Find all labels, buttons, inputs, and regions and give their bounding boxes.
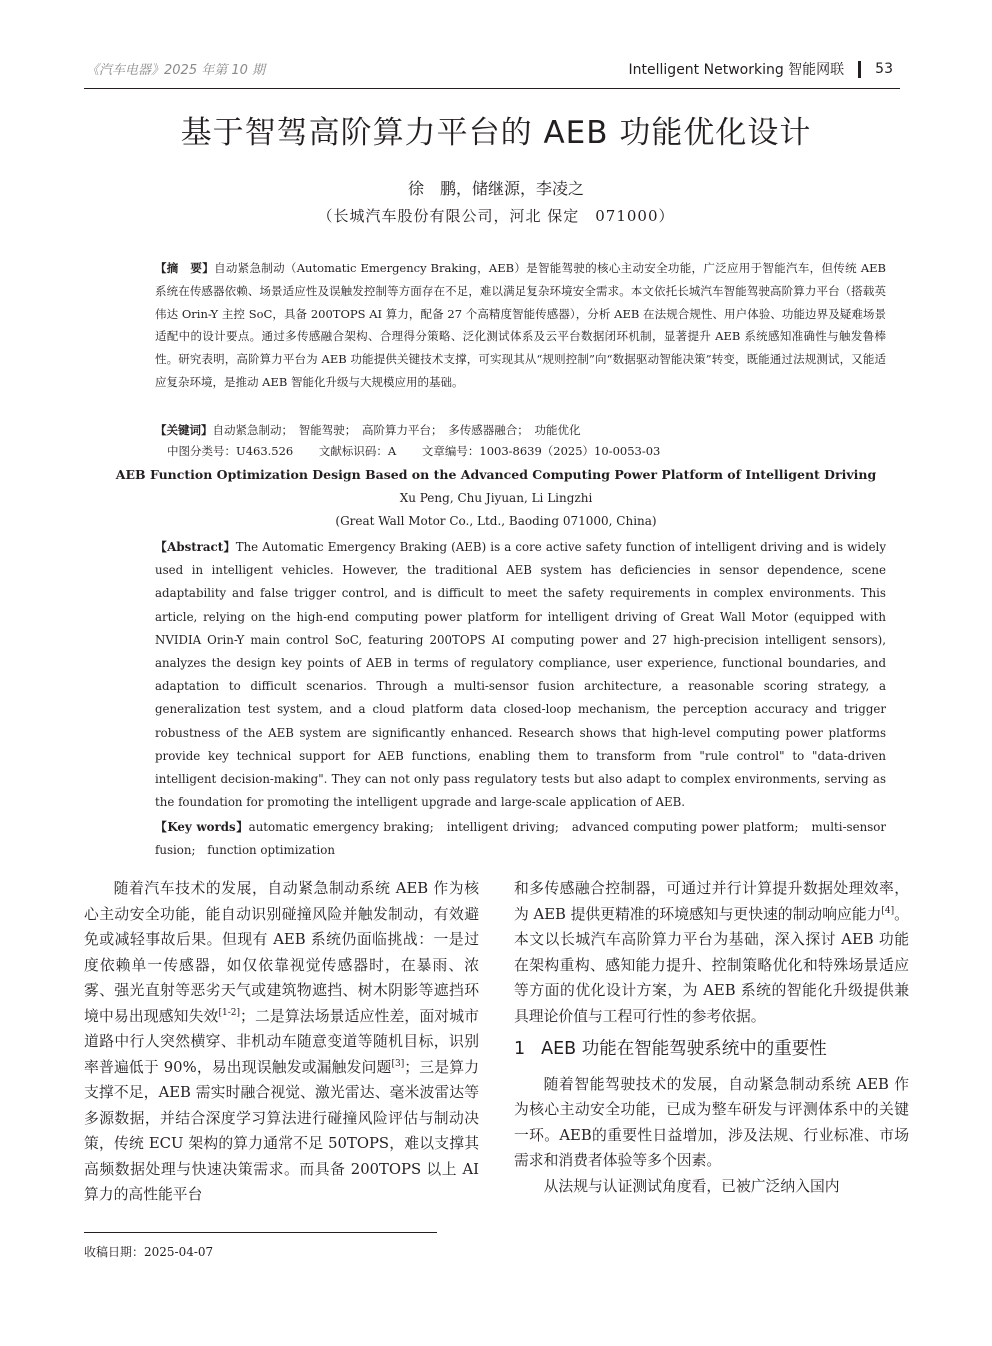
abstract-en-label: 【Abstract】: [155, 540, 236, 554]
abstract-en: [131, 536, 886, 814]
keywords-en-text: automatic emergency braking; intelligent driving; advanced computing power platform; multi-sensor fusion; function optimization: [155, 820, 886, 858]
citation: [4]: [881, 905, 895, 916]
document-code: 文献标识码：A: [318, 444, 397, 458]
keywords-en-label: 【Key words】: [155, 820, 249, 834]
section-number: 1: [514, 1039, 526, 1059]
body-paragraph: 从法规与认证测试角度看，已被广泛纳入国内: [543, 1177, 840, 1195]
affiliation: （长城汽车股份有限公司，河北 保定 071000）: [317, 207, 675, 225]
intro-paragraph: 随着汽车技术的发展，自动紧急制动系统 AEB 作为核心主动安全功能，能自动识别碰撞风险并触发制动，有效避免或减轻事故后果。但现有 AEB 系统仍面临挑战：一是过度依赖单一传感器，如仅依靠视觉传感器时，在暴雨、浓雾、强光直射等恶劣天气或建筑物遮挡、树木阴影等遮挡环境中易出现感知失效[1-2]；二是算法场景适应性差，面对城市道路中行人突然横穿、非机动车随意变道等随机目标，识别率普遍低于 90%，易出现误触发或漏触发问题[3]；三是算力支撑不足，AEB 需实时融合视觉、激光雷达、毫米波雷达等多源数据，并结合深度学习算法进行碰撞风险评估与制动决策，传统 ECU 架构的算力通常不足 50TOPS，难以支撑其高频数据处理与快速决策需求。而具备 200TOPS 以上 AI 算力的高性能平台: [84, 880, 479, 1203]
abstract-cn-label: 【摘 要】: [155, 261, 215, 275]
section-name: Intelligent Networking 智能网联: [628, 62, 845, 78]
section-heading: [514, 1037, 909, 1063]
body-paragraph: 随着智能驾驶技术的发展，自动紧急制动系统 AEB 作为核心主动安全功能，已成为整车研发与评测体系中的关键一环。AEB的重要性日益增加，涉及法规、行业标准、市场需求和消费者体验等多个因素。: [514, 1075, 909, 1169]
body-column-left: [84, 876, 479, 1208]
page-number: 53: [875, 61, 893, 77]
footnote-rule: [84, 1232, 437, 1233]
authors: 徐 鹏，储继源，李凌之: [407, 179, 584, 198]
citation: [3]: [391, 1058, 405, 1069]
citation: [1-2]: [218, 1007, 241, 1018]
header-divider: [858, 61, 861, 78]
article-number: 文章编号：1003-8639（2025）10-0053-03: [421, 444, 661, 458]
section-title: AEB 功能在智能驾驶系统中的重要性: [541, 1039, 827, 1059]
header-rule: [84, 88, 900, 89]
clc-number: 中图分类号：U463.526: [167, 444, 294, 458]
paper-title: 基于智驾高阶算力平台的 AEB 功能优化设计: [180, 115, 812, 151]
running-header: [629, 59, 893, 79]
abstract-en-text: The Automatic Emergency Braking (AEB) is a core active safety function of intelligent driving and is widely used in intelligent vehicles. However, the traditional AEB system has deficiencies in sensor dependence, scene adaptability and false trigger control, and is difficult to meet the safety requirements in complex environments. This article, relying on the high-end computing power platform for intelligent driving of Great Wall Motor (equipped with NVIDIA Orin-Y main control SoC, featuring 200TOPS AI computing power and 27 high-precision intelligent sensors), analyzes the design key points of AEB in terms of regulatory compliance, user experience, functional boundaries, and adaptation to difficult scenarios. Through a multi-sensor fusion architecture, a reasonable scoring strategy, a generalization test system, and a cloud platform data closed-loop mechanism, the perception accuracy and trigger robustness of the AEB system are significantly enhanced. Research shows that high-level computing power platforms provide key technical support for AEB functions, enabling them to transform from "rule control" to "data-driven intelligent decision-making". They can not only pass regulatory tests but also adapt to complex environments, serving as the foundation for promoting the intelligent upgrade and large-scale application of AEB.: [155, 540, 886, 810]
english-title: AEB Function Optimization Design Based on the Advanced Computing Power Platform of Intelligent Driving: [115, 467, 877, 482]
keywords-en: [131, 816, 886, 862]
english-affiliation: (Great Wall Motor Co., Ltd., Baoding 071000, China): [335, 514, 657, 528]
abstract-cn: [131, 257, 886, 394]
keywords-cn-label: 【关键词】: [155, 423, 213, 437]
abstract-cn-text: 自动紧急制动（Automatic Emergency Braking，AEB）是智能驾驶的核心主动安全功能，广泛应用于智能汽车，但传统 AEB 系统在传感器依赖、场景适应性及误触发控制等方面存在不足，难以满足复杂环境安全需求。本文依托长城汽车智能驾驶高阶算力平台（搭载英伟达 Orin-Y 主控 SoC，具备 200TOPS AI 算力，配备 27 个高精度智能传感器），分析 AEB 在法规合规性、用户体验、功能边界及疑难场景适配中的设计要点。通过多传感融合架构、合理得分策略、泛化测试体系及云平台数据闭环机制，显著提升 AEB 系统感知准确性与触发鲁棒性。研究表明，高阶算力平台为 AEB 功能提供关键技术支撑，可实现其从“规则控制”向“数据驱动智能决策”转变，既能通过法规测试，又能适应复杂环境，是推动 AEB 智能化升级与大规模应用的基础。: [155, 261, 886, 389]
journal-name: 《汽车电器》2025 年第 10 期: [86, 63, 266, 78]
keywords-cn-text: 自动紧急制动； 智能驾驶； 高阶算力平台； 多传感器融合； 功能优化: [212, 423, 581, 437]
classification-line: [167, 443, 682, 459]
received-date: 收稿日期：2025-04-07: [84, 1245, 214, 1259]
intro-paragraph-continued: 和多传感融合控制器，可通过并行计算提升数据处理效率，为 AEB 提供更精准的环境感知与更快速的制动响应能力[4]。本文以长城汽车高阶算力平台为基础，深入探讨 AEB 功能在架构重构、感知能力提升、控制策略优化和特殊场景适应等方面的优化设计方案，为 AEB 系统的智能化升级提供兼具理论价值与工程可行性的参考依据。: [514, 880, 909, 1025]
body-column-right: [514, 876, 909, 1199]
english-authors: Xu Peng, Chu Jiyuan, Li Lingzhi: [399, 491, 593, 505]
keywords-cn: [131, 419, 886, 442]
